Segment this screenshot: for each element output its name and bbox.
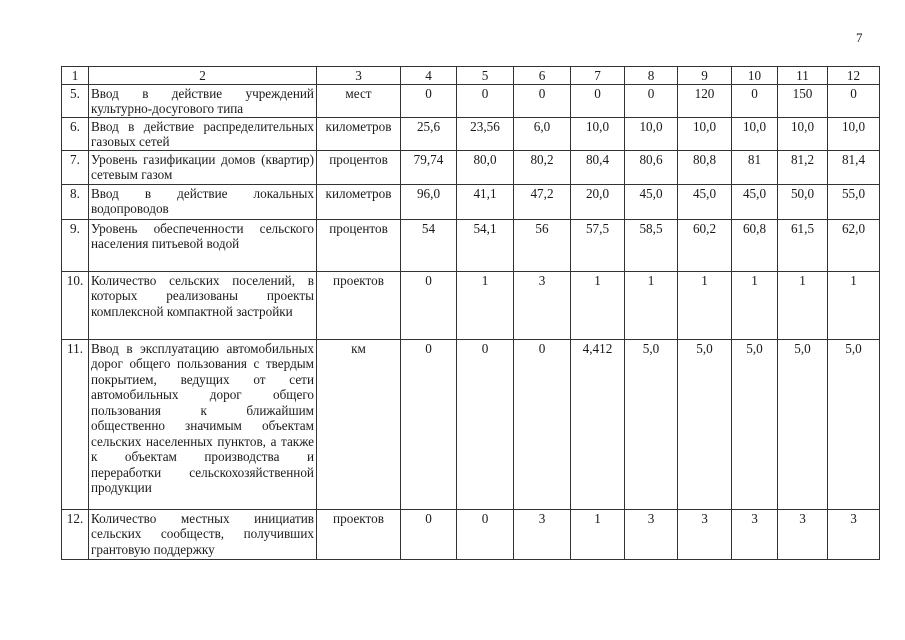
value-cell: 1	[732, 271, 778, 339]
table-row	[62, 219, 880, 271]
value-cell: 81	[732, 150, 778, 184]
value-cell: 1	[678, 271, 732, 339]
header-cell: 12	[828, 67, 880, 85]
value-cell: 3	[678, 509, 732, 559]
value-cell: 60,8	[732, 219, 778, 271]
header-cell: 4	[401, 67, 457, 85]
unit-cell: мест	[317, 84, 401, 117]
value-cell: 1	[828, 271, 880, 339]
indicator-name: Ввод в действие локальных водопроводов	[89, 184, 317, 219]
table-row	[62, 509, 880, 559]
value-cell: 3	[778, 509, 828, 559]
value-cell: 96,0	[401, 184, 457, 219]
value-cell: 10,0	[828, 117, 880, 150]
value-cell: 54,1	[457, 219, 514, 271]
value-cell: 0	[514, 339, 571, 509]
value-cell: 81,2	[778, 150, 828, 184]
value-cell: 0	[401, 271, 457, 339]
row-number: 6.	[62, 117, 89, 150]
value-cell: 45,0	[625, 184, 678, 219]
indicator-name: Количество сельских поселений, в которых реализованы проекты комплексной компактной застройки	[89, 271, 317, 339]
value-cell: 80,2	[514, 150, 571, 184]
row-number: 12.	[62, 509, 89, 559]
value-cell: 1	[571, 509, 625, 559]
unit-cell: проектов	[317, 509, 401, 559]
value-cell: 50,0	[778, 184, 828, 219]
header-cell: 9	[678, 67, 732, 85]
header-cell: 10	[732, 67, 778, 85]
value-cell: 0	[514, 84, 571, 117]
value-cell: 5,0	[828, 339, 880, 509]
value-cell: 1	[571, 271, 625, 339]
indicators-table	[61, 66, 880, 560]
value-cell: 80,4	[571, 150, 625, 184]
value-cell: 0	[732, 84, 778, 117]
header-cell: 7	[571, 67, 625, 85]
header-cell: 8	[625, 67, 678, 85]
value-cell: 10,0	[625, 117, 678, 150]
unit-cell: километров	[317, 117, 401, 150]
value-cell: 5,0	[732, 339, 778, 509]
value-cell: 81,4	[828, 150, 880, 184]
header-cell: 6	[514, 67, 571, 85]
value-cell: 3	[828, 509, 880, 559]
value-cell: 3	[514, 509, 571, 559]
unit-cell: км	[317, 339, 401, 509]
value-cell: 1	[778, 271, 828, 339]
indicator-name: Ввод в действие учреждений культурно-досугового типа	[89, 84, 317, 117]
value-cell: 80,6	[625, 150, 678, 184]
header-cell: 3	[317, 67, 401, 85]
value-cell: 80,0	[457, 150, 514, 184]
table-row	[62, 117, 880, 150]
value-cell: 3	[732, 509, 778, 559]
value-cell: 54	[401, 219, 457, 271]
value-cell: 0	[828, 84, 880, 117]
value-cell: 20,0	[571, 184, 625, 219]
indicator-name: Ввод в действие распределительных газовых сетей	[89, 117, 317, 150]
value-cell: 23,56	[457, 117, 514, 150]
row-number: 10.	[62, 271, 89, 339]
value-cell: 4,412	[571, 339, 625, 509]
unit-cell: процентов	[317, 219, 401, 271]
header-cell: 11	[778, 67, 828, 85]
value-cell: 62,0	[828, 219, 880, 271]
value-cell: 0	[401, 84, 457, 117]
value-cell: 47,2	[514, 184, 571, 219]
indicator-name: Ввод в эксплуатацию автомобильных дорог общего пользования с твердым покрытием, ведущих от сети автомобильных дорог общего пользования к ближайшим общественно значимым объектам сельских населенных пунктов, а также к объектам производства и переработки сельскохозяйственной продукции	[89, 339, 317, 509]
value-cell: 41,1	[457, 184, 514, 219]
row-number: 7.	[62, 150, 89, 184]
value-cell: 0	[457, 84, 514, 117]
value-cell: 10,0	[732, 117, 778, 150]
row-number: 11.	[62, 339, 89, 509]
value-cell: 0	[401, 339, 457, 509]
value-cell: 0	[625, 84, 678, 117]
value-cell: 10,0	[778, 117, 828, 150]
header-cell: 5	[457, 67, 514, 85]
value-cell: 58,5	[625, 219, 678, 271]
indicator-name: Уровень обеспеченности сельского населения питьевой водой	[89, 219, 317, 271]
value-cell: 57,5	[571, 219, 625, 271]
value-cell: 0	[401, 509, 457, 559]
value-cell: 10,0	[678, 117, 732, 150]
value-cell: 45,0	[732, 184, 778, 219]
unit-cell: проектов	[317, 271, 401, 339]
value-cell: 56	[514, 219, 571, 271]
value-cell: 80,8	[678, 150, 732, 184]
value-cell: 1	[457, 271, 514, 339]
table-row	[62, 184, 880, 219]
unit-cell: километров	[317, 184, 401, 219]
unit-cell: процентов	[317, 150, 401, 184]
value-cell: 10,0	[571, 117, 625, 150]
value-cell: 0	[457, 339, 514, 509]
row-number: 5.	[62, 84, 89, 117]
table-row	[62, 271, 880, 339]
value-cell: 45,0	[678, 184, 732, 219]
value-cell: 60,2	[678, 219, 732, 271]
row-number: 9.	[62, 219, 89, 271]
value-cell: 0	[571, 84, 625, 117]
value-cell: 3	[514, 271, 571, 339]
value-cell: 5,0	[678, 339, 732, 509]
table-row	[62, 150, 880, 184]
value-cell: 61,5	[778, 219, 828, 271]
value-cell: 6,0	[514, 117, 571, 150]
value-cell: 0	[457, 509, 514, 559]
header-cell: 1	[62, 67, 89, 85]
indicator-name: Количество местных инициатив сельских сообществ, получивших грантовую поддержку	[89, 509, 317, 559]
table-header-row	[62, 67, 880, 85]
table-row	[62, 84, 880, 117]
value-cell: 5,0	[778, 339, 828, 509]
value-cell: 79,74	[401, 150, 457, 184]
value-cell: 1	[625, 271, 678, 339]
value-cell: 3	[625, 509, 678, 559]
value-cell: 120	[678, 84, 732, 117]
value-cell: 5,0	[625, 339, 678, 509]
value-cell: 25,6	[401, 117, 457, 150]
value-cell: 55,0	[828, 184, 880, 219]
indicator-name: Уровень газификации домов (квартир) сетевым газом	[89, 150, 317, 184]
row-number: 8.	[62, 184, 89, 219]
header-cell: 2	[89, 67, 317, 85]
table-row	[62, 339, 880, 509]
value-cell: 150	[778, 84, 828, 117]
page-number: 7	[856, 30, 863, 45]
